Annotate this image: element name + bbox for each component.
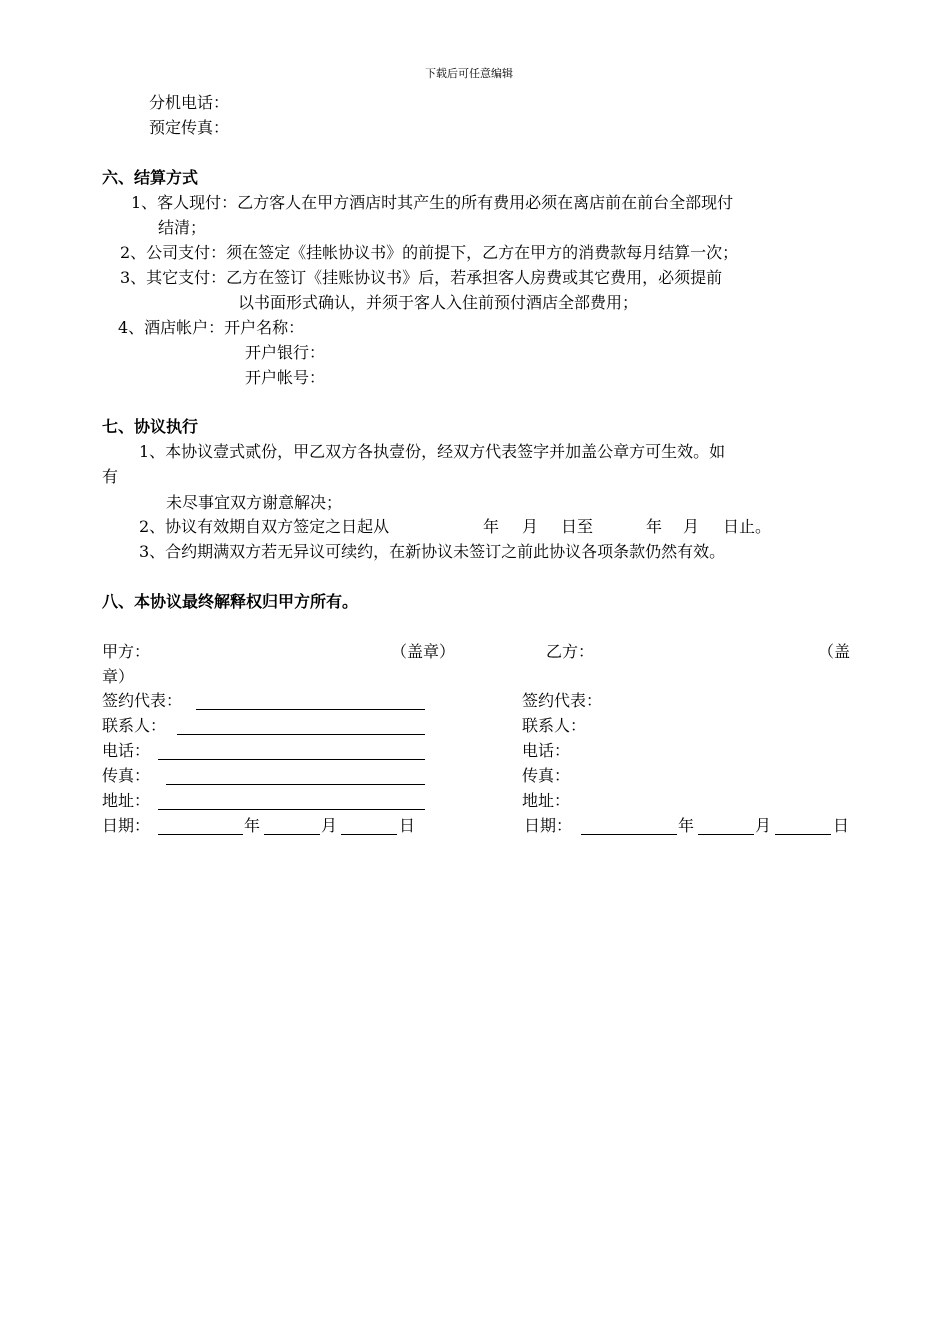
section6-item1-line2: 结清； bbox=[158, 218, 207, 237]
section6-item3-line2: 以书面形式确认，并须于客人入住前预付酒店全部费用； bbox=[238, 293, 639, 312]
party-a-phone-label: 电话： bbox=[102, 741, 151, 760]
party-b-contact-label: 联系人： bbox=[522, 716, 587, 735]
party-b-rep-label: 签约代表： bbox=[522, 691, 603, 710]
booking-fax-label: 预定传真： bbox=[149, 118, 230, 137]
party-a-day-line[interactable] bbox=[341, 834, 397, 835]
section6-item4-bank: 开户银行： bbox=[245, 343, 326, 362]
party-b-phone-label: 电话： bbox=[522, 741, 571, 760]
section7-item1-line1: 1、本协议壹式贰份，甲乙双方各执壹份，经双方代表签字并加盖公章方可生效。如 bbox=[139, 442, 726, 461]
party-a-contact-line[interactable] bbox=[177, 734, 425, 735]
section6-item1-line1: 1、客人现付：乙方客人在甲方酒店时其产生的所有费用必须在离店前在前台全部现付 bbox=[131, 193, 734, 212]
party-a-year-line[interactable] bbox=[158, 834, 243, 835]
extension-phone-label: 分机电话： bbox=[149, 93, 230, 112]
party-a-contact-label: 联系人： bbox=[102, 716, 167, 735]
section7-item2-month2: 月 bbox=[683, 517, 700, 536]
party-a-fax-line[interactable] bbox=[166, 784, 425, 785]
party-b-label: 乙方： bbox=[546, 642, 595, 661]
party-a-seal: （盖章） bbox=[391, 642, 456, 661]
party-b-month-label: 月 bbox=[755, 816, 772, 835]
section7-item2-year2: 年 bbox=[646, 517, 663, 536]
section7-item1-line2: 有 bbox=[102, 467, 119, 486]
party-b-year-label: 年 bbox=[678, 816, 695, 835]
party-b-day-line[interactable] bbox=[775, 834, 831, 835]
party-b-year-line[interactable] bbox=[581, 834, 677, 835]
section6-item4-label: 4、酒店帐户：开户名称： bbox=[118, 318, 305, 337]
party-a-day-label: 日 bbox=[399, 816, 416, 835]
section6-title: 六、结算方式 bbox=[102, 168, 199, 187]
section7-item2-start: 2、协议有效期自双方签定之日起从 bbox=[139, 517, 390, 536]
section7-item1-line3: 未尽事宜双方谢意解决； bbox=[166, 493, 343, 512]
party-a-phone-line[interactable] bbox=[158, 759, 425, 760]
party-a-address-line[interactable] bbox=[158, 809, 425, 810]
section6-item3-line1: 3、其它支付：乙方在签订《挂账协议书》后，若承担客人房费或其它费用，必须提前 bbox=[120, 268, 723, 287]
section7-title: 七、协议执行 bbox=[102, 417, 199, 436]
section7-item3: 3、合约期满双方若无异议可续约，在新协议未签订之前此协议各项条款仍然有效。 bbox=[139, 542, 726, 561]
section7-item2-day-to: 日至 bbox=[561, 517, 594, 536]
party-a-date-label: 日期： bbox=[102, 816, 151, 835]
section7-item2-year1: 年 bbox=[483, 517, 500, 536]
party-b-day-label: 日 bbox=[833, 816, 850, 835]
party-b-seal-line2: 章） bbox=[102, 667, 135, 686]
party-a-month-label: 月 bbox=[321, 816, 338, 835]
party-a-year-label: 年 bbox=[244, 816, 261, 835]
section6-item2: 2、公司支付：须在签定《挂帐协议书》的前提下，乙方在甲方的消费款每月结算一次； bbox=[120, 243, 739, 262]
party-b-month-line[interactable] bbox=[698, 834, 754, 835]
party-a-rep-line[interactable] bbox=[196, 709, 425, 710]
party-b-seal-line1: （盖 bbox=[818, 642, 851, 661]
party-b-date-label: 日期： bbox=[524, 816, 573, 835]
section8-title: 八、本协议最终解释权归甲方所有。 bbox=[102, 592, 359, 611]
party-a-month-line[interactable] bbox=[264, 834, 320, 835]
party-a-label: 甲方： bbox=[102, 642, 151, 661]
party-a-fax-label: 传真： bbox=[102, 766, 151, 785]
section7-item2-month1: 月 bbox=[522, 517, 539, 536]
party-b-fax-label: 传真： bbox=[522, 766, 571, 785]
section7-item2-day-end: 日止。 bbox=[723, 517, 772, 536]
party-b-address-label: 地址： bbox=[522, 791, 571, 810]
party-a-rep-label: 签约代表： bbox=[102, 691, 183, 710]
header-note: 下载后可任意编辑 bbox=[425, 67, 513, 80]
party-a-address-label: 地址： bbox=[102, 791, 151, 810]
section6-item4-account: 开户帐号： bbox=[245, 368, 326, 387]
